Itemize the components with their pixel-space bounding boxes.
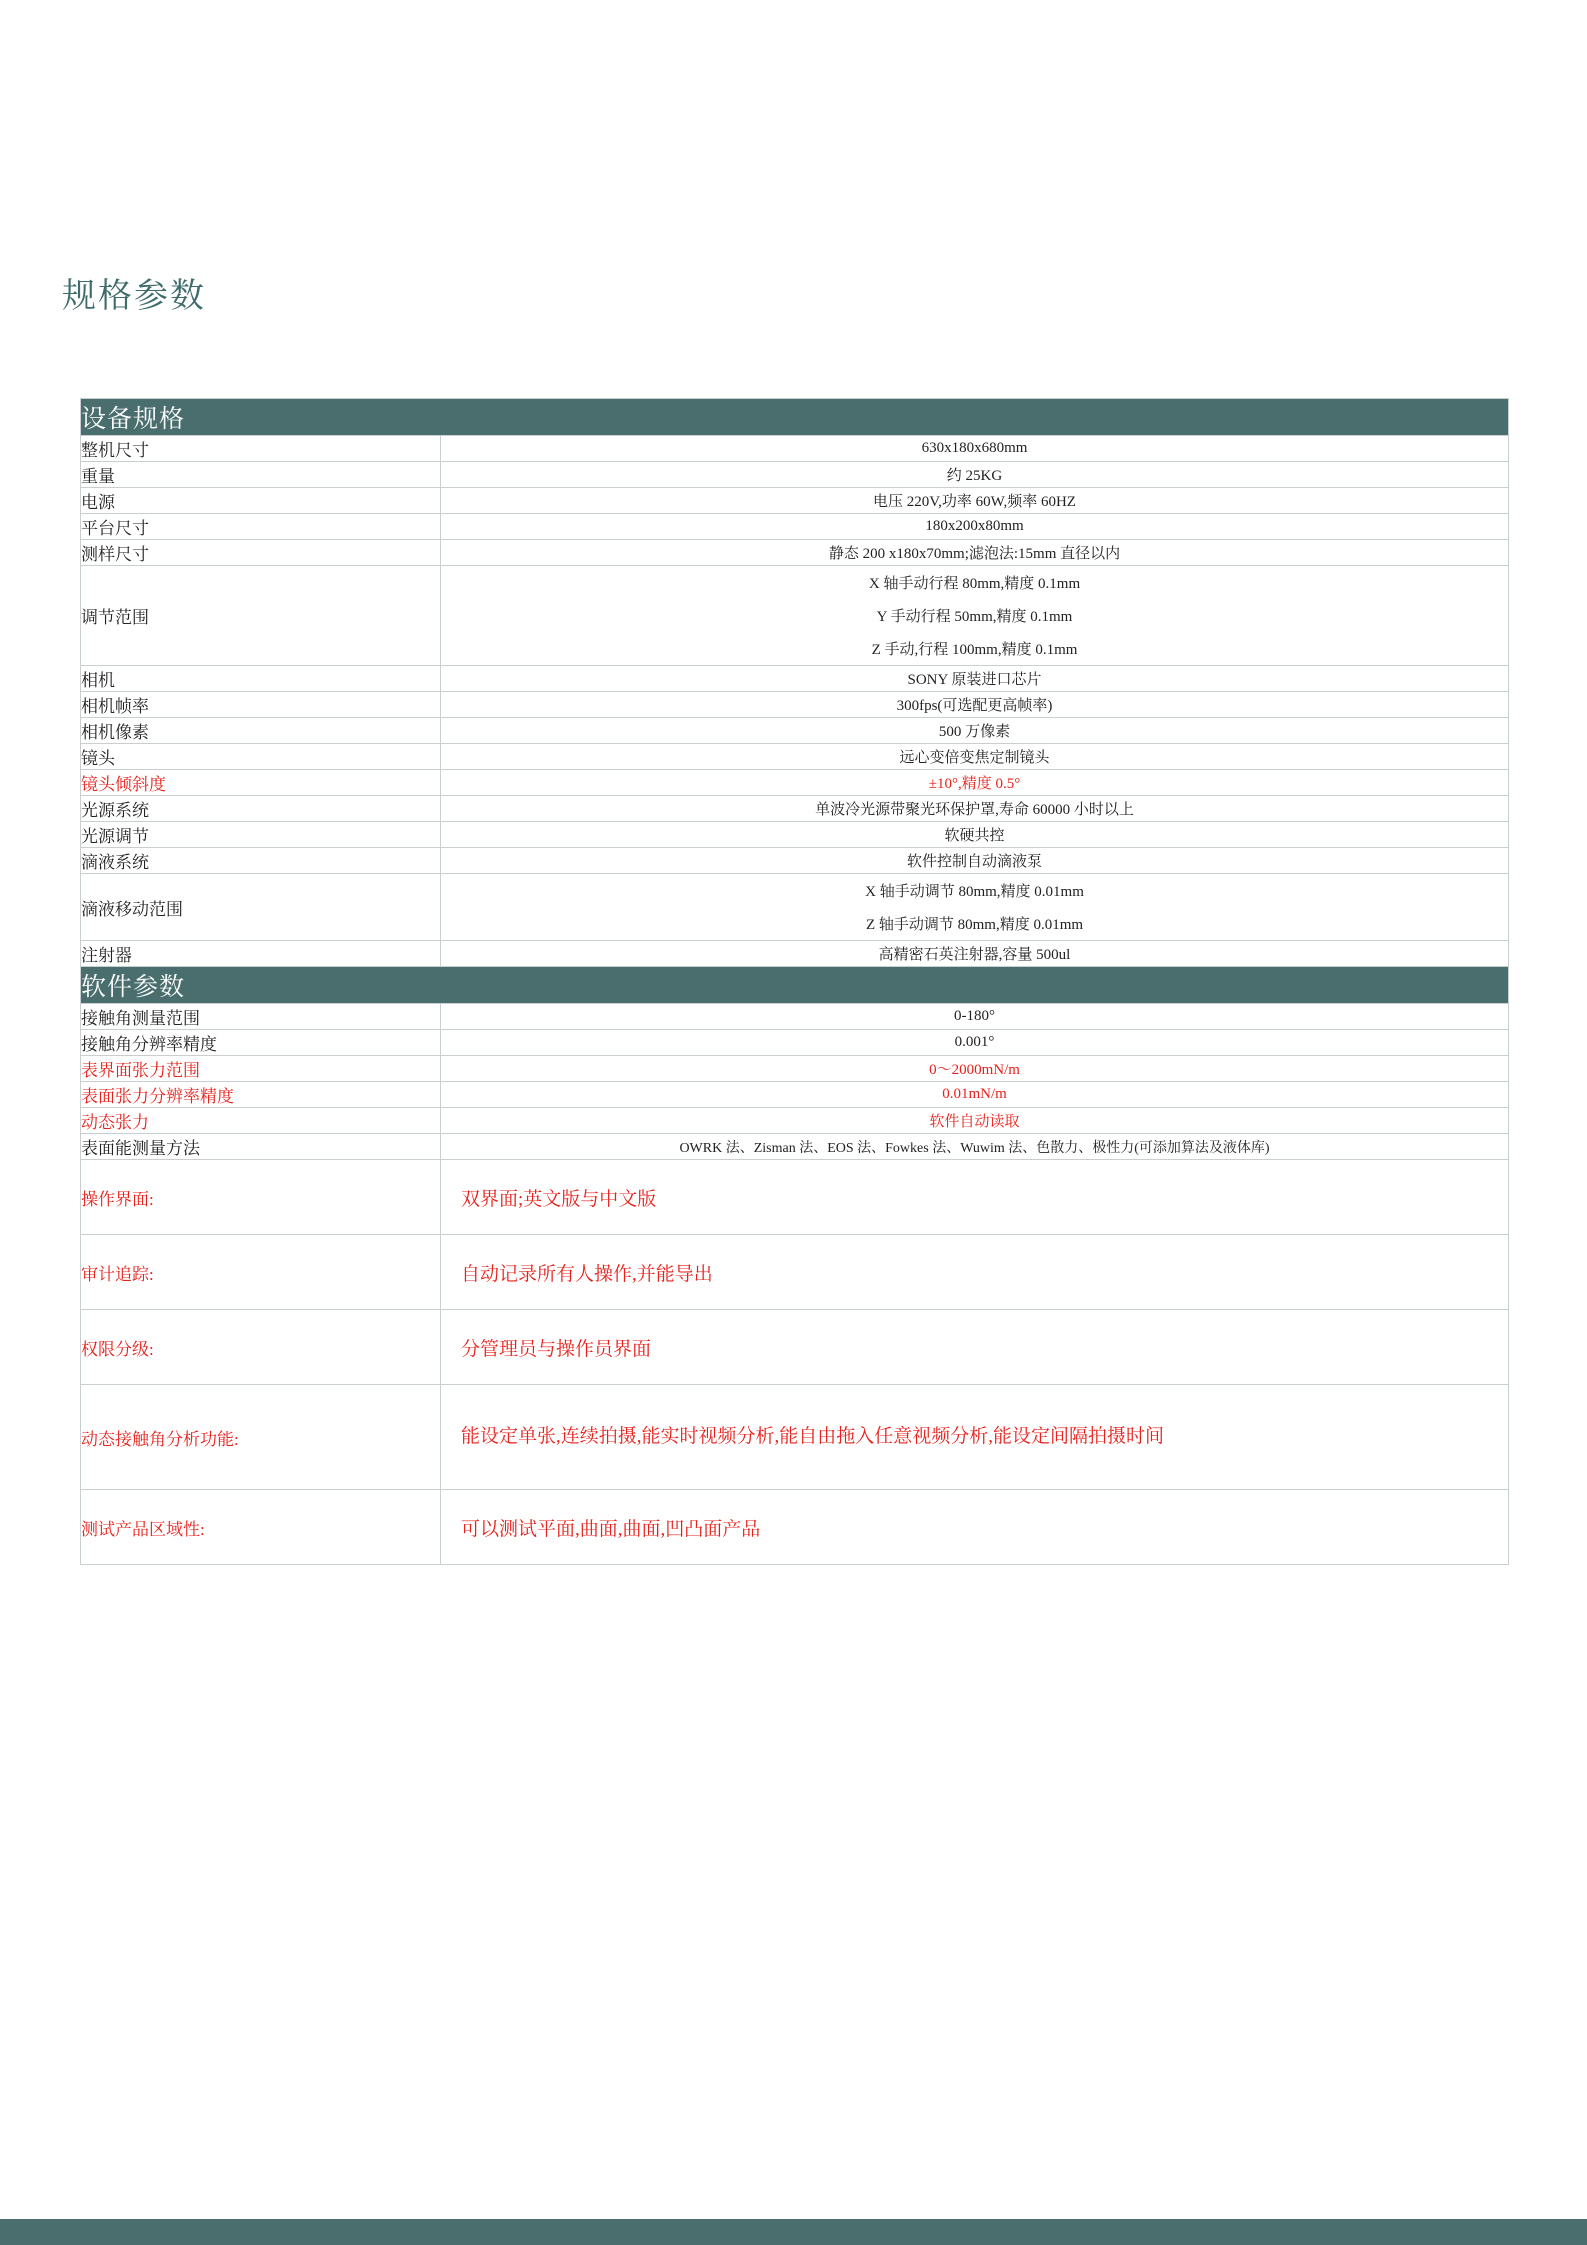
row-label: 注射器	[81, 941, 441, 967]
table-row	[81, 1004, 1509, 1030]
table-row	[81, 540, 1509, 566]
row-label: 调节范围	[81, 566, 441, 666]
row-value-group	[441, 874, 1509, 941]
row-label: 相机像素	[81, 718, 441, 744]
row-value: 300fps(可选配更高帧率)	[441, 692, 1509, 718]
table-row	[81, 1134, 1509, 1160]
row-label: 测试产品区域性:	[81, 1490, 441, 1565]
table-row	[81, 770, 1509, 796]
row-value: 0～2000mN/m	[441, 1056, 1509, 1082]
row-label: 光源调节	[81, 822, 441, 848]
row-value: 软硬共控	[441, 822, 1509, 848]
table-row	[81, 436, 1509, 462]
table-row	[81, 1030, 1509, 1056]
table-row	[81, 692, 1509, 718]
row-value-group	[441, 566, 1509, 666]
row-value-line: Z 手动,行程 100mm,精度 0.1mm	[871, 642, 1078, 658]
row-label: 整机尺寸	[81, 436, 441, 462]
row-value: 自动记录所有人操作,并能导出	[441, 1235, 1509, 1310]
table-row	[81, 1385, 1509, 1490]
row-value-line: X 轴手动行程 80mm,精度 0.1mm	[868, 576, 1081, 592]
table-row	[81, 1310, 1509, 1385]
row-value: 约 25KG	[441, 462, 1509, 488]
row-value: 静态 200 x180x70mm;滤泡法:15mm 直径以内	[441, 540, 1509, 566]
table-row	[81, 1082, 1509, 1108]
row-value: 630x180x680mm	[441, 436, 1509, 462]
row-value: 高精密石英注射器,容量 500ul	[441, 941, 1509, 967]
table-row	[81, 796, 1509, 822]
row-label: 平台尺寸	[81, 514, 441, 540]
table-row	[81, 514, 1509, 540]
table-row	[81, 488, 1509, 514]
row-label: 相机	[81, 666, 441, 692]
row-label: 滴液移动范围	[81, 874, 441, 941]
specifications-table	[80, 398, 1509, 1565]
row-label: 审计追踪:	[81, 1235, 441, 1310]
table-row	[81, 822, 1509, 848]
row-label: 权限分级:	[81, 1310, 441, 1385]
row-value: 500 万像素	[441, 718, 1509, 744]
row-label: 滴液系统	[81, 848, 441, 874]
footer-bar	[0, 2219, 1587, 2245]
row-label: 光源系统	[81, 796, 441, 822]
table-row	[81, 1235, 1509, 1310]
row-label: 表面能测量方法	[81, 1134, 441, 1160]
row-value: 远心变倍变焦定制镜头	[441, 744, 1509, 770]
row-value: 软件自动读取	[441, 1108, 1509, 1134]
row-value: 软件控制自动滴液泵	[441, 848, 1509, 874]
row-label: 接触角测量范围	[81, 1004, 441, 1030]
row-label: 动态张力	[81, 1108, 441, 1134]
table-row	[81, 462, 1509, 488]
section-header-row	[81, 967, 1509, 1004]
table-row	[81, 1056, 1509, 1082]
row-value-line: Y 手动行程 50mm,精度 0.1mm	[876, 609, 1073, 625]
section-heading-software: 软件参数	[81, 967, 1509, 1004]
row-value: 分管理员与操作员界面	[441, 1310, 1509, 1385]
table-row	[81, 1160, 1509, 1235]
table-row	[81, 666, 1509, 692]
row-value: 双界面;英文版与中文版	[441, 1160, 1509, 1235]
row-label: 电源	[81, 488, 441, 514]
row-value: 可以测试平面,曲面,曲面,凹凸面产品	[441, 1490, 1509, 1565]
table-row	[81, 874, 1509, 941]
row-label: 重量	[81, 462, 441, 488]
row-value: ±10°,精度 0.5°	[441, 770, 1509, 796]
section-header-row	[81, 399, 1509, 436]
row-value: 单波冷光源带聚光环保护罩,寿命 60000 小时以上	[441, 796, 1509, 822]
row-value: 180x200x80mm	[441, 514, 1509, 540]
row-value-line: Z 轴手动调节 80mm,精度 0.01mm	[865, 917, 1084, 933]
row-value: 电压 220V,功率 60W,频率 60HZ	[441, 488, 1509, 514]
table-row	[81, 941, 1509, 967]
table-row	[81, 1490, 1509, 1565]
page-title: 规格参数	[62, 278, 206, 315]
row-label: 接触角分辨率精度	[81, 1030, 441, 1056]
row-label: 相机帧率	[81, 692, 441, 718]
row-value-line: X 轴手动调节 80mm,精度 0.01mm	[865, 884, 1084, 900]
row-label: 操作界面:	[81, 1160, 441, 1235]
row-value: 能设定单张,连续拍摄,能实时视频分析,能自由拖入任意视频分析,能设定间隔拍摄时间	[441, 1385, 1509, 1490]
row-value: OWRK 法、Zisman 法、EOS 法、Fowkes 法、Wuwim 法、色散力、极性力(可添加算法及液体库)	[441, 1134, 1509, 1160]
table-row	[81, 1108, 1509, 1134]
row-value: 0.01mN/m	[441, 1082, 1509, 1108]
row-label: 表界面张力范围	[81, 1056, 441, 1082]
row-label: 镜头倾斜度	[81, 770, 441, 796]
table-row	[81, 848, 1509, 874]
row-label: 测样尺寸	[81, 540, 441, 566]
spec-table-body	[81, 399, 1509, 1565]
row-label: 镜头	[81, 744, 441, 770]
row-value: 0.001°	[441, 1030, 1509, 1056]
row-label: 表面张力分辨率精度	[81, 1082, 441, 1108]
section-heading-equipment: 设备规格	[81, 399, 1509, 436]
table-row	[81, 744, 1509, 770]
row-label: 动态接触角分析功能:	[81, 1385, 441, 1490]
row-value: 0-180°	[441, 1004, 1509, 1030]
table-row	[81, 566, 1509, 666]
spec-table-container	[80, 398, 1508, 1565]
row-value: SONY 原装进口芯片	[441, 666, 1509, 692]
table-row	[81, 718, 1509, 744]
